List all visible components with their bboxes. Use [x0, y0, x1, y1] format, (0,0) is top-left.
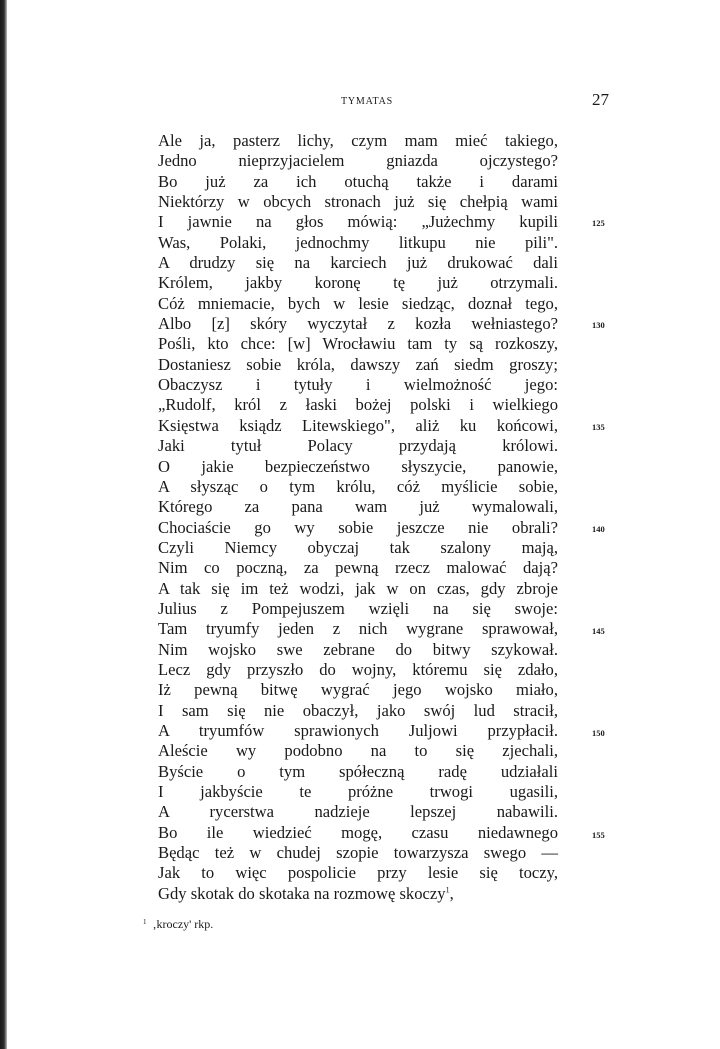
verse-line: „Rudolf, król z łaski bożej polski i wielkiego	[158, 395, 558, 415]
line-number: 125	[592, 218, 605, 228]
verse-line: I sam się nie obaczył, jako swój lud stracił,	[158, 700, 558, 720]
line-number: 145	[592, 626, 605, 636]
verse-line: Którego za pana wam już wymalowali,	[158, 497, 558, 517]
line-number: 130	[592, 320, 605, 330]
verse-line-text: Gdy skotak do skotaka na rozmowę skoczy	[158, 883, 446, 903]
footnote-reference: 1	[445, 885, 450, 895]
line-number: 155	[592, 830, 605, 840]
verse-line: Nim wojsko swe zebrane do bitwy szykował.	[158, 639, 558, 659]
page-binding-edge	[0, 0, 7, 1049]
line-number: 150	[592, 728, 605, 738]
verse-line: Obaczysz i tytuły i wielmożność jego:	[158, 375, 558, 395]
verse-line: A tak się im też wodzi, jak w on czas, gdy zbroje	[158, 578, 558, 598]
verse-line: Julius z Pompejuszem wzięli na się swoje:	[158, 598, 558, 618]
verse-line: A słysząc o tym królu, cóż myślicie sobie,	[158, 476, 558, 496]
verse-line: Tam tryumfy jeden z nich wygrane sprawował,	[158, 619, 558, 639]
verse-line: Pośli, kto chce: [w] Wrocławiu tam ty są rozkoszy,	[158, 334, 558, 354]
page-number: 27	[592, 90, 609, 109]
footnote-text: ‚kroczy' rkp.	[152, 917, 214, 931]
verse-line: A tryumfów sprawionych Juljowi przypłacił.	[158, 720, 558, 740]
verse-line: Niektórzy w obcych stronach już się chełpią wami	[158, 192, 558, 212]
verse-line: A rycerstwa nadzieje lepszej nabawili.	[158, 802, 558, 822]
verse-line: Jedno nieprzyjacielem gniazda ojczystego?	[158, 151, 558, 171]
poem-text	[158, 131, 558, 904]
footnote	[143, 917, 213, 932]
verse-line: Jak to więc pospolicie przy lesie się toczy,	[158, 863, 558, 883]
line-number: 140	[592, 524, 605, 534]
verse-line-last: Gdy skotak do skotaka na rozmowę skoczy$^1$,	[158, 883, 454, 903]
verse-line: Czyli Niemcy obyczaj tak szalony mają,	[158, 537, 558, 557]
running-title: TYMATAS	[341, 96, 394, 107]
verse-line: Lecz gdy przyszło do wojny, któremu się zdało,	[158, 659, 558, 679]
footnote-marker: 1	[143, 918, 147, 926]
verse-line: Bo ile wiedzieć mogę, czasu niedawnego	[158, 822, 558, 842]
verse-line: Iż pewną bitwę wygrać jego wojsko miało,	[158, 680, 558, 700]
verse-line: I jakbyście te próżne trwogi ugasili,	[158, 782, 558, 801]
verse-line: Księstwa ksiądz Litewskiego", aliż ku końcowi,	[158, 415, 558, 435]
verse-line: Królem, jakby koronę tę już otrzymali.	[158, 273, 558, 293]
verse-line: I jawnie na głos mówią: „Jużechmy kupili	[158, 212, 558, 232]
verse-line: Będąc też w chudej szopie towarzysza swego —	[158, 843, 558, 863]
line-number: 135	[592, 422, 605, 432]
verse-line: Ale ja, pasterz lichy, czym mam mieć takiego,	[158, 131, 558, 150]
verse-line: Bo już za ich otuchą także i darami	[158, 171, 558, 191]
verse-line: Cóż mniemacie, bych w lesie siedząc, doznał tego,	[158, 293, 558, 313]
verse-line: Nim co poczną, za pewną rzecz malować dają?	[158, 558, 558, 578]
verse-line: Byście o tym spółeczną radę udziałali	[158, 761, 558, 781]
verse-line: Was, Polaki, jednochmy litkupu nie pili".	[158, 232, 558, 252]
verse-line: A drudzy się na karciech już drukować dali	[158, 253, 558, 273]
verse-line: Chociaście go wy sobie jeszcze nie obrali?	[158, 517, 558, 537]
verse-line: O jakie bezpieczeństwo słyszycie, panowie,	[158, 456, 558, 476]
verse-line: Aleście wy podobno na to się zjechali,	[158, 741, 558, 761]
verse-line: Albo [z] skóry wyczytał z kozła wełniastego?	[158, 314, 558, 334]
verse-line: Dostaniesz sobie króla, dawszy zań siedm groszy;	[158, 354, 558, 374]
verse-line: Jaki tytuł Polacy przydają królowi.	[158, 436, 558, 456]
